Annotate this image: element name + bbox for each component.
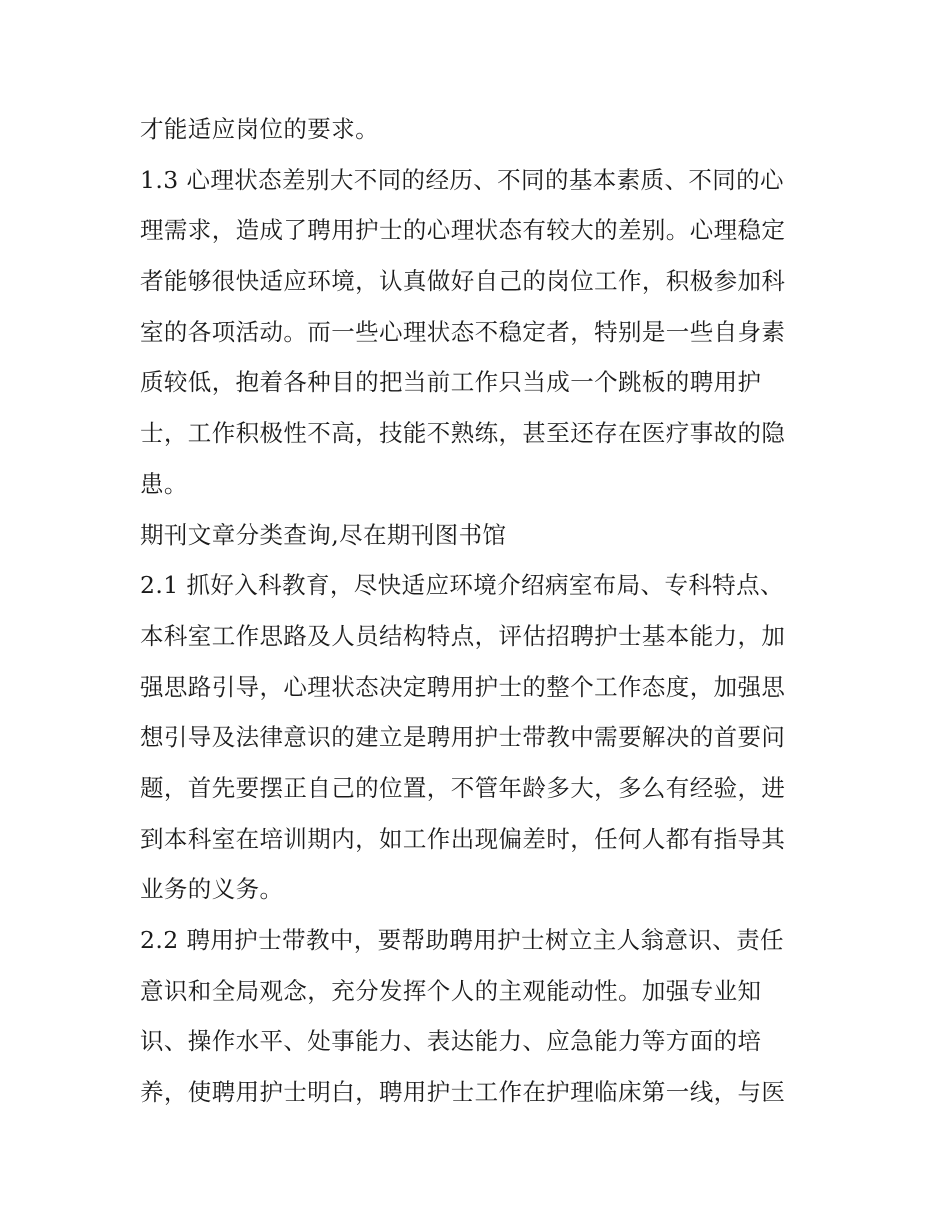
text-line: 期刊文章分类查询,尽在期刊图书馆 [140,520,507,549]
text-line: 到本科室在培训期内，如工作出现偏差时，任何人都有指导其 [140,824,786,853]
body-text [140,104,815,1118]
text-line: 强思路引导，心理状态决定聘用护士的整个工作态度，加强思 [140,672,786,701]
text-line: 患。 [140,469,188,498]
text-line: 理需求，造成了聘用护士的心理状态有较大的差别。心理稳定 [140,216,786,245]
text-line: 者能够很快适应环境，认真做好自己的岗位工作，积极参加科 [140,267,786,296]
text-line: 本科室工作思路及人员结构特点，评估招聘护士基本能力，加 [140,621,786,650]
text-line: 养，使聘用护士明白，聘用护士工作在护理临床第一线，与医 [140,1078,786,1107]
text-line: 才能适应岗位的要求。 [140,115,379,143]
text-line: 质较低，抱着各种目的把当前工作只当成一个跳板的聘用护 [140,368,762,397]
text-line: 室的各项活动。而一些心理状态不稳定者，特别是一些自身素 [140,317,786,346]
text-line: 士，工作积极性不高，技能不熟练，甚至还存在医疗事故的隐 [140,419,786,448]
text-line: 2.1 抓好入科教育，尽快适应环境介绍病室布局、专科特点、 [140,571,784,600]
text-line: 1.3 心理状态差别大不同的经历、不同的基本素质、不同的心 [140,165,784,194]
text-line: 业务的义务。 [140,875,284,904]
text-line: 想引导及法律意识的建立是聘用护士带教中需要解决的首要问 [140,723,786,752]
text-line: 题，首先要摆正自己的位置，不管年龄多大，多么有经验，进 [140,773,786,802]
text-line: 识、操作水平、处事能力、表达能力、应急能力等方面的培 [140,1027,762,1056]
text-line: 2.2 聘用护士带教中，要帮助聘用护士树立主人翁意识、责任 [140,926,784,954]
text-line: 意识和全局观念，充分发挥个人的主观能动性。加强专业知 [140,976,762,1005]
